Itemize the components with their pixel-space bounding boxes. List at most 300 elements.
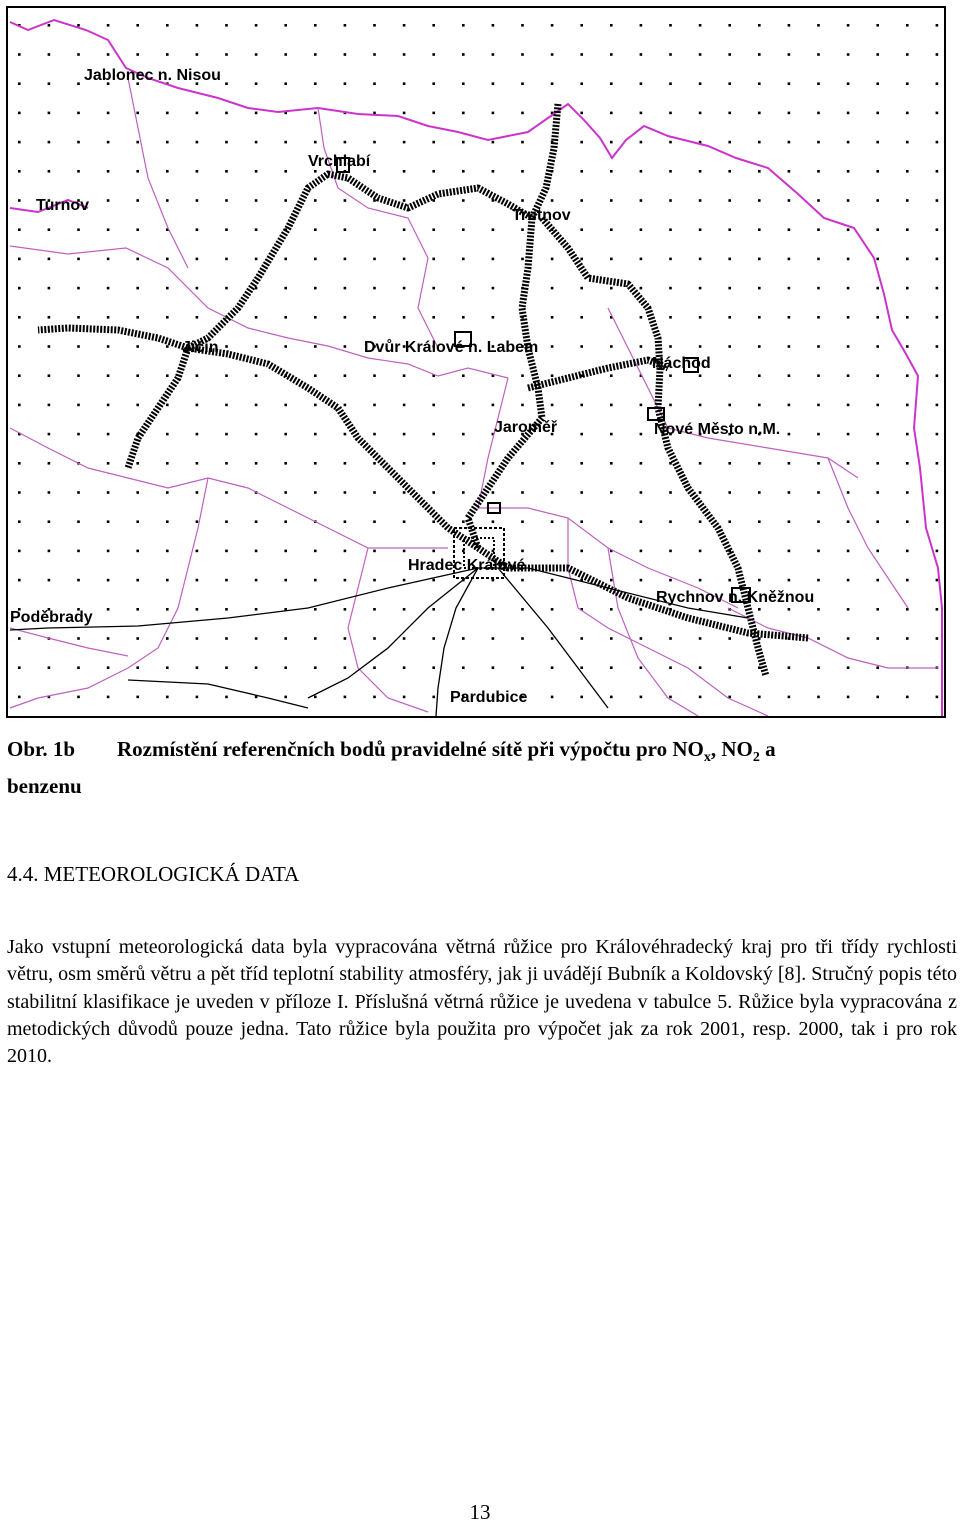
grid-point — [196, 579, 199, 582]
grid-point — [669, 316, 672, 319]
page-number: 13 — [469, 1500, 491, 1524]
grid-point — [610, 491, 613, 494]
grid-point — [847, 53, 850, 56]
grid-point — [610, 608, 613, 611]
grid-point — [225, 287, 228, 290]
grid-point — [462, 199, 465, 202]
grid-point — [18, 579, 21, 582]
grid-point — [817, 82, 820, 85]
grid-point — [344, 53, 347, 56]
grid-point — [640, 637, 643, 640]
grid-point — [314, 24, 317, 27]
grid-point — [225, 696, 228, 699]
grid-point — [699, 374, 702, 377]
grid-point — [758, 24, 761, 27]
grid-point — [255, 112, 258, 115]
grid-point — [817, 608, 820, 611]
grid-point — [492, 82, 495, 85]
grid-point — [817, 228, 820, 231]
grid-point — [77, 579, 80, 582]
grid-point — [255, 637, 258, 640]
grid-point — [136, 462, 139, 465]
grid-point — [521, 637, 524, 640]
grid-point — [225, 53, 228, 56]
grid-point — [906, 550, 909, 553]
grid-point — [18, 82, 21, 85]
grid-point — [788, 199, 791, 202]
grid-point — [373, 462, 376, 465]
grid-point — [492, 228, 495, 231]
grid-point — [373, 608, 376, 611]
grid-point — [403, 666, 406, 669]
grid-point — [77, 520, 80, 523]
grid-point — [136, 258, 139, 261]
grid-point — [432, 316, 435, 319]
grid-point — [314, 53, 317, 56]
grid-point — [344, 24, 347, 27]
grid-point — [728, 24, 731, 27]
grid-point — [284, 199, 287, 202]
grid-point — [403, 316, 406, 319]
city-label: Poděbrady — [10, 609, 93, 626]
grid-point — [403, 53, 406, 56]
grid-point — [936, 462, 939, 465]
grid-point — [906, 637, 909, 640]
grid-point — [492, 24, 495, 27]
grid-point — [462, 608, 465, 611]
grid-point — [225, 520, 228, 523]
grid-point — [640, 666, 643, 669]
grid-point — [48, 287, 51, 290]
grid-point — [817, 53, 820, 56]
grid-point — [758, 170, 761, 173]
grid-point — [48, 462, 51, 465]
grid-point — [373, 170, 376, 173]
grid-point — [580, 199, 583, 202]
grid-point — [817, 374, 820, 377]
grid-point — [817, 258, 820, 261]
grid-point — [344, 491, 347, 494]
grid-point — [373, 491, 376, 494]
grid-point — [196, 112, 199, 115]
grid-point — [640, 258, 643, 261]
grid-point — [284, 637, 287, 640]
grid-point — [403, 433, 406, 436]
grid-point — [48, 141, 51, 144]
grid-point — [225, 550, 228, 553]
grid-point — [551, 258, 554, 261]
grid-point — [196, 141, 199, 144]
grid-point — [876, 82, 879, 85]
grid-point — [255, 82, 258, 85]
grid-point — [758, 608, 761, 611]
grid-point — [136, 112, 139, 115]
grid-point — [521, 579, 524, 582]
grid-point — [758, 112, 761, 115]
grid-point — [18, 170, 21, 173]
grid-point — [728, 374, 731, 377]
city-label: Pardubice — [450, 689, 528, 706]
grid-point — [699, 696, 702, 699]
grid-point — [640, 520, 643, 523]
grid-point — [284, 404, 287, 407]
grid-point — [817, 550, 820, 553]
grid-point — [699, 579, 702, 582]
grid-point — [166, 170, 169, 173]
grid-point — [906, 579, 909, 582]
grid-point — [580, 404, 583, 407]
grid-point — [48, 491, 51, 494]
grid-point — [403, 637, 406, 640]
grid-point — [847, 345, 850, 348]
grid-point — [492, 666, 495, 669]
grid-point — [166, 404, 169, 407]
grid-point — [255, 404, 258, 407]
grid-point — [18, 462, 21, 465]
grid-point — [77, 287, 80, 290]
grid-point — [136, 404, 139, 407]
grid-point — [847, 608, 850, 611]
grid-point — [255, 462, 258, 465]
grid-point — [551, 550, 554, 553]
grid-point — [728, 404, 731, 407]
grid-point — [669, 579, 672, 582]
grid-point — [936, 345, 939, 348]
grid-point — [936, 550, 939, 553]
grid-point — [284, 550, 287, 553]
grid-point — [432, 520, 435, 523]
grid-point — [284, 316, 287, 319]
grid-point — [77, 404, 80, 407]
grid-point — [344, 550, 347, 553]
grid-point — [314, 82, 317, 85]
grid-point — [48, 53, 51, 56]
grid-point — [166, 433, 169, 436]
grid-point — [876, 462, 879, 465]
grid-point — [492, 579, 495, 582]
grid-point — [521, 666, 524, 669]
grid-point — [876, 141, 879, 144]
grid-point — [699, 666, 702, 669]
city-label: Náchod — [652, 355, 711, 372]
grid-point — [817, 112, 820, 115]
grid-point — [344, 462, 347, 465]
grid-point — [906, 462, 909, 465]
grid-point — [699, 345, 702, 348]
grid-point — [521, 404, 524, 407]
grid-point — [610, 345, 613, 348]
grid-point — [551, 53, 554, 56]
grid-point — [344, 404, 347, 407]
grid-point — [255, 53, 258, 56]
grid-point — [669, 228, 672, 231]
grid-point — [77, 666, 80, 669]
grid-point — [758, 696, 761, 699]
grid-point — [284, 491, 287, 494]
grid-point — [314, 258, 317, 261]
grid-point — [166, 637, 169, 640]
grid-point — [699, 112, 702, 115]
city-label: Turnov — [36, 197, 90, 214]
grid-point — [817, 199, 820, 202]
grid-point — [847, 579, 850, 582]
grid-point — [225, 141, 228, 144]
grid-point — [669, 637, 672, 640]
grid-point — [936, 404, 939, 407]
grid-point — [640, 550, 643, 553]
grid-point — [107, 228, 110, 231]
grid-point — [640, 696, 643, 699]
grid-point — [640, 24, 643, 27]
grid-point — [876, 112, 879, 115]
grid-point — [18, 637, 21, 640]
grid-point — [403, 112, 406, 115]
grid-point — [580, 433, 583, 436]
grid-point — [166, 374, 169, 377]
grid-point — [225, 228, 228, 231]
grid-point — [136, 170, 139, 173]
grid-point — [284, 287, 287, 290]
grid-point — [521, 491, 524, 494]
grid-point — [551, 696, 554, 699]
grid-point — [817, 579, 820, 582]
grid-point — [225, 491, 228, 494]
grid-point — [847, 287, 850, 290]
grid-point — [48, 170, 51, 173]
grid-point — [166, 199, 169, 202]
grid-point — [936, 82, 939, 85]
grid-point — [492, 316, 495, 319]
grid-point — [77, 696, 80, 699]
grid-point — [107, 404, 110, 407]
grid-point — [817, 666, 820, 669]
grid-point — [610, 199, 613, 202]
grid-point — [876, 404, 879, 407]
grid-point — [373, 637, 376, 640]
grid-point — [551, 374, 554, 377]
grid-point — [136, 345, 139, 348]
grid-point — [669, 345, 672, 348]
district-boundaries — [10, 78, 938, 716]
grid-point — [225, 374, 228, 377]
grid-point — [699, 404, 702, 407]
grid-point — [344, 345, 347, 348]
grid-point — [728, 316, 731, 319]
grid-point — [77, 550, 80, 553]
caption-label: Obr. 1b — [7, 737, 76, 761]
grid-point — [847, 24, 850, 27]
grid-point — [403, 82, 406, 85]
grid-point — [847, 141, 850, 144]
grid-point — [936, 637, 939, 640]
grid-point — [492, 608, 495, 611]
grid-point — [373, 82, 376, 85]
grid-point — [699, 53, 702, 56]
grid-point — [225, 404, 228, 407]
grid-point — [373, 374, 376, 377]
grid-point — [847, 170, 850, 173]
grid-point — [847, 637, 850, 640]
grid-point — [728, 228, 731, 231]
grid-point — [48, 82, 51, 85]
grid-point — [847, 696, 850, 699]
grid-point — [196, 550, 199, 553]
grid-point — [669, 112, 672, 115]
grid-point — [758, 316, 761, 319]
grid-point — [610, 404, 613, 407]
grid-point — [373, 258, 376, 261]
grid-point — [788, 491, 791, 494]
grid-point — [18, 228, 21, 231]
grid-point — [284, 696, 287, 699]
grid-point — [936, 112, 939, 115]
grid-point — [432, 608, 435, 611]
grid-point — [640, 53, 643, 56]
grid-point — [136, 637, 139, 640]
grid-point — [669, 258, 672, 261]
grid-point — [580, 53, 583, 56]
grid-point — [699, 82, 702, 85]
grid-point — [77, 82, 80, 85]
grid-point — [255, 374, 258, 377]
grid-point — [255, 287, 258, 290]
grid-point — [876, 287, 879, 290]
grid-point — [847, 550, 850, 553]
grid-point — [255, 170, 258, 173]
grid-point — [462, 374, 465, 377]
grid-point — [77, 491, 80, 494]
grid-point — [196, 433, 199, 436]
grid-point — [255, 520, 258, 523]
grid-point — [876, 316, 879, 319]
grid-point — [669, 491, 672, 494]
grid-point — [521, 462, 524, 465]
body-paragraph: Jako vstupní meteorologická data byla vypracována větrná růžice pro Královéhradecký kraj pro tři třídy rychlosti větru, osm směrů větru a pět tříd teplotní stability atmosféry, jak ji uvádějí Bubník a Koldovský [8]. Stručný popis této stabilitní klasifikace je uveden v příloze I. Příslušná větrná růžice je uvedena v tabulce 5. Růžice byla vypracována z metodických důvodů pouze jedna. Tato růžice byla použita pro výpočet jak za rok 2001, resp. 2000, tak i pro rok 2010. — [7, 936, 957, 1068]
grid-point — [432, 404, 435, 407]
grid-point — [728, 520, 731, 523]
grid-point — [610, 374, 613, 377]
grid-point — [107, 199, 110, 202]
grid-point — [403, 258, 406, 261]
grid-point — [788, 112, 791, 115]
grid-point — [610, 579, 613, 582]
grid-point — [255, 579, 258, 582]
grid-point — [48, 579, 51, 582]
grid-point — [314, 199, 317, 202]
grid-point — [18, 112, 21, 115]
grid-point — [610, 53, 613, 56]
grid-point — [77, 228, 80, 231]
grid-point — [462, 433, 465, 436]
grid-point — [48, 345, 51, 348]
grid-point — [196, 696, 199, 699]
grid-point — [876, 228, 879, 231]
grid-point — [580, 491, 583, 494]
grid-point — [225, 24, 228, 27]
grid-point — [906, 433, 909, 436]
grid-point — [640, 287, 643, 290]
grid-point — [788, 550, 791, 553]
grid-point — [640, 462, 643, 465]
grid-point — [18, 53, 21, 56]
grid-point — [373, 228, 376, 231]
grid-point — [817, 491, 820, 494]
grid-point — [462, 24, 465, 27]
grid-point — [107, 53, 110, 56]
grid-point — [255, 666, 258, 669]
grid-point — [936, 199, 939, 202]
grid-point — [936, 141, 939, 144]
region-boundary — [10, 20, 942, 716]
grid-point — [432, 287, 435, 290]
grid-point — [432, 53, 435, 56]
grid-point — [669, 550, 672, 553]
grid-point — [906, 287, 909, 290]
grid-point — [166, 550, 169, 553]
grid-point — [403, 608, 406, 611]
grid-point — [284, 433, 287, 436]
grid-point — [906, 608, 909, 611]
grid-point — [610, 520, 613, 523]
grid-point — [847, 666, 850, 669]
grid-point — [255, 316, 258, 319]
grid-point — [107, 24, 110, 27]
grid-point — [640, 491, 643, 494]
grid-point — [669, 82, 672, 85]
grid-point — [788, 608, 791, 611]
grid-point — [314, 696, 317, 699]
grid-point — [876, 520, 879, 523]
section-heading: 4.4. METEOROLOGICKÁ DATA — [7, 862, 300, 886]
grid-point — [906, 24, 909, 27]
grid-point — [344, 316, 347, 319]
grid-point — [107, 637, 110, 640]
grid-point — [492, 53, 495, 56]
grid-point — [225, 433, 228, 436]
grid-point — [107, 696, 110, 699]
grid-point — [284, 579, 287, 582]
grid-point — [906, 53, 909, 56]
grid-point — [284, 345, 287, 348]
grid-point — [107, 170, 110, 173]
grid-point — [344, 608, 347, 611]
grid-point — [432, 199, 435, 202]
grid-point — [136, 550, 139, 553]
grid-point — [580, 550, 583, 553]
grid-point — [462, 141, 465, 144]
grid-point — [640, 579, 643, 582]
grid-point — [18, 520, 21, 523]
grid-point — [847, 228, 850, 231]
grid-point — [640, 404, 643, 407]
grid-point — [847, 374, 850, 377]
grid-point — [284, 82, 287, 85]
grid-point — [432, 228, 435, 231]
grid-point — [817, 433, 820, 436]
grid-point — [48, 316, 51, 319]
grid-point — [314, 404, 317, 407]
grid-point — [18, 696, 21, 699]
grid-point — [521, 24, 524, 27]
grid-point — [610, 462, 613, 465]
grid-point — [906, 696, 909, 699]
grid-point — [906, 199, 909, 202]
grid-point — [936, 24, 939, 27]
grid-point — [521, 112, 524, 115]
grid-point — [876, 433, 879, 436]
grid-point — [906, 141, 909, 144]
grid-point — [788, 316, 791, 319]
